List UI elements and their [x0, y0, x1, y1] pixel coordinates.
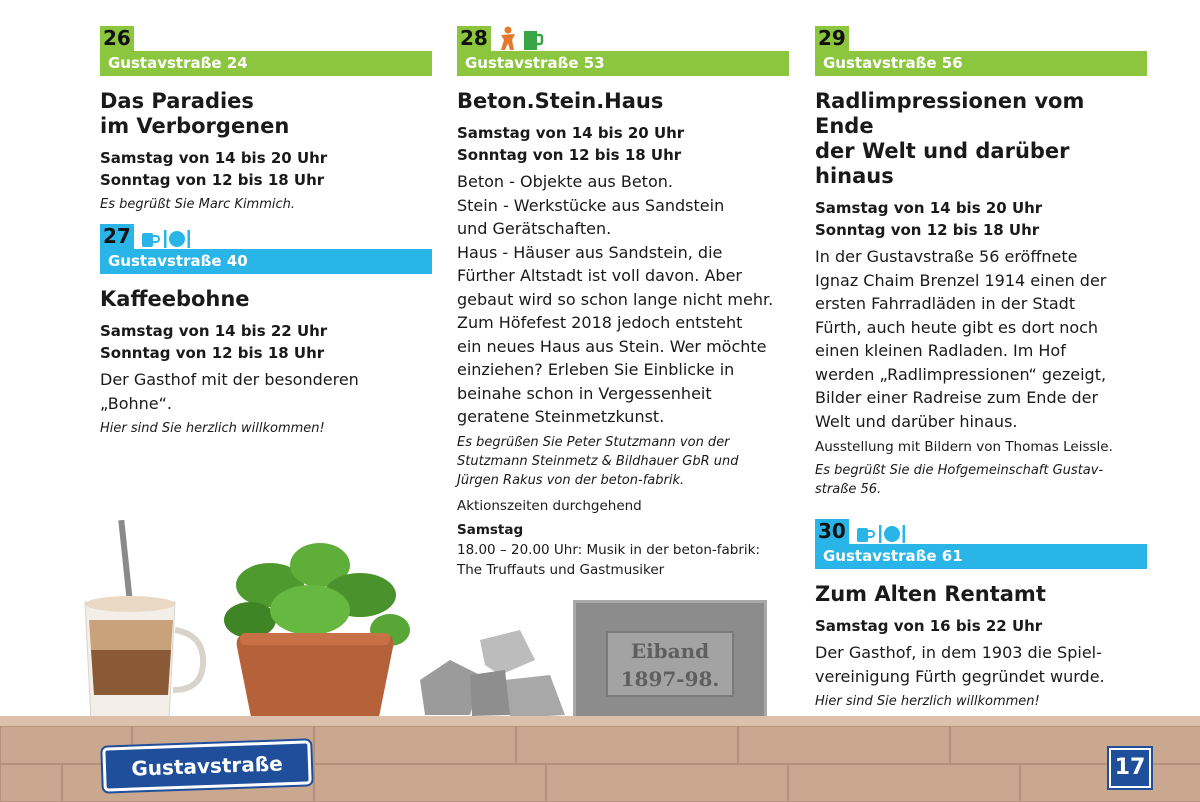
opening-times: [815, 615, 1147, 637]
entry-number: 29: [815, 26, 849, 51]
entry-description: [815, 245, 1147, 433]
entry-number-line: [100, 222, 432, 249]
description-line: Fürther Altstadt ist voll davon. Aber: [457, 266, 742, 285]
exhibition-note: Ausstellung mit Bildern von Thomas Leissle.: [815, 439, 1113, 455]
address-bar: Gustavstraße 56: [815, 51, 1147, 76]
program-line: 18.00 – 20.00 Uhr: Musik in der beton-fabrik:: [457, 541, 761, 558]
coffee-cup-icon: [140, 227, 160, 249]
entry-title-line: Radlimpressionen vom Ende: [815, 89, 1085, 138]
description-line: Der Gasthof mit der besonderen: [100, 370, 359, 389]
description-line: Welt und darüber hinaus.: [815, 411, 1018, 431]
entry-number: 28: [457, 26, 491, 51]
entry-description: [100, 368, 432, 415]
program: [457, 520, 789, 580]
entry-30: [815, 517, 1147, 711]
brick: [314, 764, 546, 802]
entry-26: [100, 24, 432, 214]
greeting-line: Stutzmann Steinmetz & Bildhauer GbR und: [457, 453, 739, 469]
description-line: und Gerätschaften.: [457, 219, 612, 238]
opening-times: [815, 197, 1147, 241]
opening-time-saturday: Samstag von 14 bis 20 Uhr: [457, 124, 685, 142]
entry-title: [815, 89, 1147, 189]
opening-times: [457, 122, 789, 166]
opening-time-sunday: Sonntag von 12 bis 18 Uhr: [457, 146, 682, 164]
greeting: Es begrüßt Sie Marc Kimmich.: [100, 197, 296, 212]
beer-mug-icon: [522, 26, 544, 51]
greeting-line: Jürgen Rakus von der beton-fabrik.: [457, 472, 685, 488]
description-line: Fürth, auch heute gibt es dort noch: [815, 317, 1099, 337]
brick: [0, 764, 62, 802]
entry-title-line: im Verborgenen: [100, 114, 290, 138]
opening-time-saturday: Samstag von 14 bis 20 Uhr: [100, 149, 328, 167]
coffee-cup-icon: [855, 522, 875, 544]
entry-title-line: Das Paradies: [100, 89, 254, 113]
description-line: Ignaz Chaim Brenzel 1914 einen der: [815, 270, 1107, 290]
address-bar: Gustavstraße 61: [815, 544, 1147, 569]
description-line: geratene Steinmetzkunst.: [457, 407, 665, 426]
entry-number-line: [457, 24, 789, 51]
entry-description: [815, 641, 1147, 688]
wall-ledge: [0, 716, 1200, 726]
fork-plate-knife-icon: [163, 227, 191, 249]
opening-time-sunday: Sonntag von 12 bis 18 Uhr: [100, 344, 325, 362]
entry-number-line: [815, 24, 1147, 51]
entry-27: [100, 222, 432, 438]
description-line: einen kleinen Radladen. Im Hof: [815, 341, 1066, 360]
street-sign: Gustavstraße: [102, 740, 311, 791]
greeting: Hier sind Sie herzlich willkommen!: [100, 421, 325, 436]
description-line: gebaut wird so schon lange nicht mehr.: [457, 289, 774, 309]
entry-description: [457, 170, 789, 429]
description-line: Bilder einer Radreise zum Ende der: [815, 388, 1099, 407]
description-line: vereinigung Fürth gegründet wurde.: [815, 666, 1105, 686]
brick: [314, 726, 516, 764]
description-line: beinahe schon in Vergessenheit: [457, 383, 712, 403]
brick: [546, 764, 788, 802]
entry-number: 27: [100, 224, 134, 249]
stone-blocks-image: [410, 620, 570, 720]
greeting: Hier sind Sie herzlich willkommen!: [815, 694, 1040, 709]
entry-number: 30: [815, 519, 849, 544]
entry-number-line: [815, 517, 1147, 544]
address-bar: Gustavstraße 40: [100, 249, 432, 274]
entry-title: Beton.Stein.Haus: [457, 89, 664, 113]
description-line: ein neues Haus aus Stein. Wer möchte: [457, 336, 767, 356]
potted-plant-image: [210, 535, 420, 735]
brick: [738, 726, 950, 764]
description-line: „Bohne“.: [100, 393, 172, 413]
opening-times: [100, 320, 432, 364]
greeting-line: Es begrüßt Sie die Hofgemeinschaft Gustav-: [815, 463, 1104, 478]
entry-title: Zum Alten Rentamt: [815, 582, 1046, 606]
address-bar: Gustavstraße 24: [100, 51, 432, 76]
description-line: Beton - Objekte aus Beton.: [457, 172, 673, 191]
entry-29: [815, 24, 1147, 499]
description-line: In der Gustavstraße 56 eröffnete: [815, 247, 1078, 266]
description-line: werden „Radlimpressionen“ gezeigt,: [815, 364, 1107, 384]
program-day: Samstag: [457, 521, 524, 538]
greeting-line: straße 56.: [815, 482, 882, 497]
opening-time-sunday: Sonntag von 12 bis 18 Uhr: [100, 171, 325, 189]
plaque-line: Eiband: [630, 639, 710, 663]
greeting: [457, 433, 789, 490]
program-line: The Truffauts und Gastmusiker: [457, 561, 665, 578]
opening-time-saturday: Samstag von 16 bis 22 Uhr: [815, 617, 1043, 635]
greeting: [815, 461, 1147, 499]
column-middle: [457, 24, 789, 584]
entry-title: Kaffeebohne: [100, 287, 250, 311]
entry-number: 26: [100, 26, 134, 51]
cappuccino-glass-image: [75, 520, 215, 730]
description-line: Stein - Werkstücke aus Sandstein: [457, 195, 725, 215]
address-bar: Gustavstraße 53: [457, 51, 789, 76]
column-left: [100, 24, 432, 444]
brick: [516, 726, 738, 764]
brick: [788, 764, 1020, 802]
plaque-inscription: [606, 631, 734, 697]
child-figure-icon: [497, 26, 519, 51]
brick: [950, 726, 1200, 764]
entry-number-line: [100, 24, 432, 51]
column-right: [815, 24, 1147, 717]
action-times: Aktionszeiten durchgehend: [457, 497, 642, 514]
description-line: Zum Höfefest 2018 jedoch entsteht: [457, 313, 743, 332]
description-line: Der Gasthof, in dem 1903 die Spiel-: [815, 643, 1102, 662]
entry-title-line: der Welt und darüber hinaus: [815, 139, 1070, 188]
stone-plaque-image: [573, 600, 767, 720]
greeting-line: Es begrüßen Sie Peter Stutzmann von der: [457, 434, 730, 450]
plaque-line: 1897-98.: [620, 667, 720, 691]
opening-time-saturday: Samstag von 14 bis 22 Uhr: [100, 322, 328, 340]
entry-title: [100, 89, 432, 139]
opening-times: [100, 147, 432, 191]
entry-28: [457, 24, 789, 580]
opening-time-sunday: Sonntag von 12 bis 18 Uhr: [815, 221, 1040, 239]
description-line: Haus - Häuser aus Sandstein, die: [457, 242, 723, 262]
page-number: 17: [1109, 748, 1151, 788]
fork-plate-knife-icon: [878, 522, 906, 544]
description-line: ersten Fahrradläden in der Stadt: [815, 294, 1076, 313]
opening-time-saturday: Samstag von 14 bis 20 Uhr: [815, 199, 1043, 217]
description-line: einziehen? Erleben Sie Einblicke in: [457, 360, 735, 379]
